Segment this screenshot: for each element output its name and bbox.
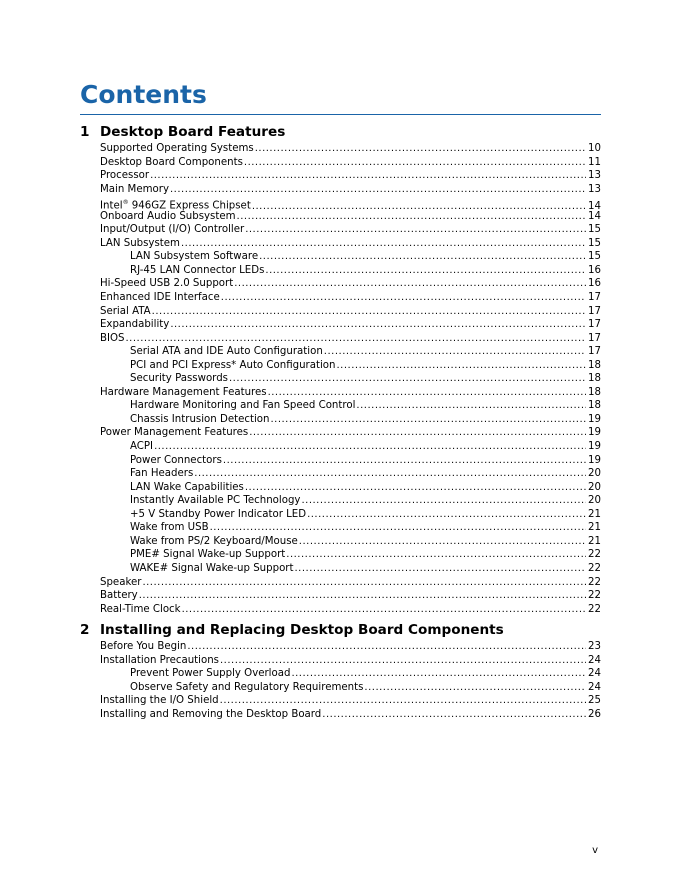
toc-entry-page: 19 [588,427,601,439]
dot-leader [150,169,586,183]
toc-entry-page: 20 [588,495,601,507]
dot-leader [286,548,586,562]
toc-entry-label: Observe Safety and Regulatory Requirements [130,681,364,693]
toc-entry-label: LAN Subsystem Software [130,251,259,263]
dot-leader [244,156,586,170]
toc-entry-label: Hardware Monitoring and Fan Speed Control [130,400,356,412]
dot-leader [245,481,586,495]
toc-entry-label: Installing and Removing the Desktop Board [100,708,322,720]
toc-entry[interactable] [100,603,601,617]
dot-leader [299,535,586,549]
toc-entry[interactable] [100,210,601,224]
toc-entry-page: 19 [588,413,601,425]
toc-entry[interactable] [100,250,601,264]
chapter-number: 2 [80,622,90,638]
toc-entry[interactable] [100,535,601,549]
dot-leader [220,654,586,668]
dot-leader [210,521,586,535]
toc-entry-page: 21 [588,535,601,547]
toc-entry[interactable] [100,467,601,481]
toc-entry-page: 16 [588,278,601,290]
chapter-title: Installing and Replacing Desktop Board Components [100,622,504,638]
dot-leader [291,667,586,681]
chapter-heading [80,622,601,638]
dot-leader [234,277,586,291]
dot-leader [295,562,587,576]
toc-entry-page: 10 [588,143,601,154]
toc-entry-label: Real-Time Clock [100,603,181,615]
dot-leader [307,508,586,522]
dot-leader [337,359,587,373]
toc-entry[interactable] [100,169,601,183]
dot-leader [125,332,586,346]
toc-entry[interactable] [100,562,601,576]
toc-entry[interactable] [100,440,601,454]
toc-entry[interactable] [100,386,601,400]
dot-leader [223,454,586,468]
dot-leader [237,210,586,224]
toc-entry-label: LAN Subsystem [100,237,180,249]
dot-leader [220,694,586,708]
toc-entry[interactable] [100,413,601,427]
dot-leader [182,603,586,617]
dot-leader [170,183,586,197]
toc-entry-label: RJ-45 LAN Connector LEDs [130,264,265,276]
toc-entry[interactable] [100,277,601,291]
toc-entries [80,640,601,721]
toc-entry-page: 15 [588,224,601,236]
toc-entry-label: Hi-Speed USB 2.0 Support [100,278,234,290]
toc-entry[interactable] [100,681,601,695]
title-rule [80,114,601,115]
dot-leader [324,345,586,359]
toc-entry-label: ACPI [130,441,154,453]
toc-entry-label: Installation Precautions [100,654,219,666]
chapter-1 [80,124,601,616]
toc-entry-page: 17 [588,319,601,331]
toc-entry-label: Instantly Available PC Technology [130,495,301,507]
toc-entry-page: 22 [588,590,601,602]
dot-leader [194,467,586,481]
toc-entry-label: Security Passwords [130,373,228,385]
toc-entry-page: 17 [588,332,601,344]
toc-entry-page: 22 [588,562,601,574]
toc-entry-page: 22 [588,549,601,561]
toc-entry-page: 15 [588,251,601,263]
dot-leader [301,494,586,508]
toc-entry-label: Power Management Features [100,427,249,439]
toc-entry[interactable] [100,372,601,386]
toc-entry-page: 21 [588,508,601,520]
toc-entry[interactable] [100,196,601,210]
toc-entry-label: Input/Output (I/O) Controller [100,224,245,236]
dot-leader [229,372,586,386]
dot-leader [187,640,586,654]
toc-entry[interactable] [100,426,601,440]
toc-entries [80,142,601,616]
toc-entry-page: 15 [588,237,601,249]
dot-leader [181,237,586,251]
toc-entry[interactable] [100,223,601,237]
toc-entry-page: 13 [588,170,601,182]
toc-entry-page: 21 [588,522,601,534]
toc-entry-label: Chassis Intrusion Detection [130,413,270,425]
chapter-2 [80,622,601,721]
dot-leader [322,708,586,722]
registered-mark: ® [122,199,129,207]
toc-entry-page: 26 [588,708,601,720]
toc-entry-page: 11 [588,156,601,168]
chapter-title: Desktop Board Features [100,124,286,140]
dot-leader [170,318,586,332]
toc-entry-page: 18 [588,400,601,412]
toc-entry-label: Power Connectors [130,454,222,466]
dot-leader [270,413,586,427]
toc-entry[interactable] [100,318,601,332]
dot-leader [152,305,586,319]
toc-entry-label: Supported Operating Systems [100,143,254,154]
toc-entry-label: Battery [100,590,138,602]
toc-entry[interactable] [100,576,601,590]
dot-leader [364,681,586,695]
toc-entry-label: Wake from USB [130,522,209,534]
toc-entry-page: 18 [588,373,601,385]
toc-entry-page: 19 [588,454,601,466]
toc-entry-page: 20 [588,481,601,493]
toc-entry-label: Fan Headers [130,468,194,480]
dot-leader [265,264,586,278]
dot-leader [245,223,586,237]
toc-entry-label: PME# Signal Wake-up Support [130,549,286,561]
toc-entry-label: LAN Wake Capabilities [130,481,244,493]
toc-entry[interactable] [100,359,601,373]
toc-entry-label: Main Memory [100,183,169,195]
toc-entry[interactable] [100,521,601,535]
dot-leader [139,589,586,603]
toc-entry[interactable] [100,654,601,668]
toc-entry-label: Serial ATA and IDE Auto Configuration [130,346,323,358]
toc-entry-page: 18 [588,359,601,371]
dot-leader [154,440,586,454]
toc-entry-label: Serial ATA [100,305,151,317]
toc-entry[interactable] [100,156,601,170]
dot-leader [142,576,586,590]
chapter-heading [80,124,601,140]
toc-entry[interactable] [100,332,601,346]
toc-entry-page: 14 [588,200,601,212]
toc-entry[interactable] [100,291,601,305]
toc-entry[interactable] [100,345,601,359]
toc-entry-page: 25 [588,695,601,707]
toc-entry-page: 16 [588,264,601,276]
page-number: v [592,845,598,856]
toc-entry-label: BIOS [100,332,125,344]
toc-entry-label: Installing the I/O Shield [100,695,219,707]
toc-entry-label: Intel® 946GZ Express Chipset [100,199,251,212]
toc-entry[interactable] [100,481,601,495]
toc-entry[interactable] [100,667,601,681]
toc-entry-label: +5 V Standby Power Indicator LED [130,508,307,520]
toc-entry-page: 14 [588,210,601,222]
toc-entry-page: 13 [588,183,601,195]
toc-entry-label: Desktop Board Components [100,156,243,168]
toc-entry-page: 22 [588,576,601,588]
toc-entry-label: Hardware Management Features [100,386,267,398]
toc-entry[interactable] [100,494,601,508]
toc-entry[interactable] [100,142,601,156]
toc-entry-page: 24 [588,681,601,693]
toc-entry[interactable] [100,305,601,319]
toc-entry-page: 18 [588,386,601,398]
toc-entry-page: 17 [588,292,601,304]
toc-entry-page: 24 [588,654,601,666]
page-title: Contents [80,80,207,109]
toc-entry[interactable] [100,183,601,197]
toc-entry[interactable] [100,640,601,654]
toc-entry[interactable] [100,454,601,468]
dot-leader [221,291,586,305]
toc-entry[interactable] [100,694,601,708]
toc-entry[interactable] [100,708,601,722]
toc-entry[interactable] [100,548,601,562]
toc-entry[interactable] [100,589,601,603]
toc-entry-label: Wake from PS/2 Keyboard/Mouse [130,535,298,547]
chapter-number: 1 [80,124,90,140]
toc-entry-label: Before You Begin [100,641,187,652]
toc-entry[interactable] [100,508,601,522]
toc-entry-label: Speaker [100,576,142,588]
toc-entry[interactable] [100,237,601,251]
toc-entry-label: Expandability [100,319,170,331]
toc-entry-page: 17 [588,305,601,317]
toc-entry-label: Enhanced IDE Interface [100,292,220,304]
dot-leader [268,386,586,400]
toc-entry-page: 20 [588,468,601,480]
dot-leader [255,142,586,156]
toc-entry-label: WAKE# Signal Wake-up Support [130,562,294,574]
dot-leader [259,250,586,264]
toc-entry[interactable] [100,264,601,278]
toc-entry-page: 23 [588,641,601,652]
dot-leader [249,426,586,440]
toc-entry-page: 22 [588,603,601,615]
toc-entry-label: Onboard Audio Subsystem [100,210,236,222]
toc-entry[interactable] [100,399,601,413]
toc-entry-page: 19 [588,441,601,453]
toc-entry-label: Processor [100,170,150,182]
dot-leader [356,399,586,413]
toc-entry-page: 17 [588,346,601,358]
toc-entry-page: 24 [588,668,601,680]
toc-entry-label: PCI and PCI Express* Auto Configuration [130,359,336,371]
toc-entry-label: Prevent Power Supply Overload [130,668,291,680]
